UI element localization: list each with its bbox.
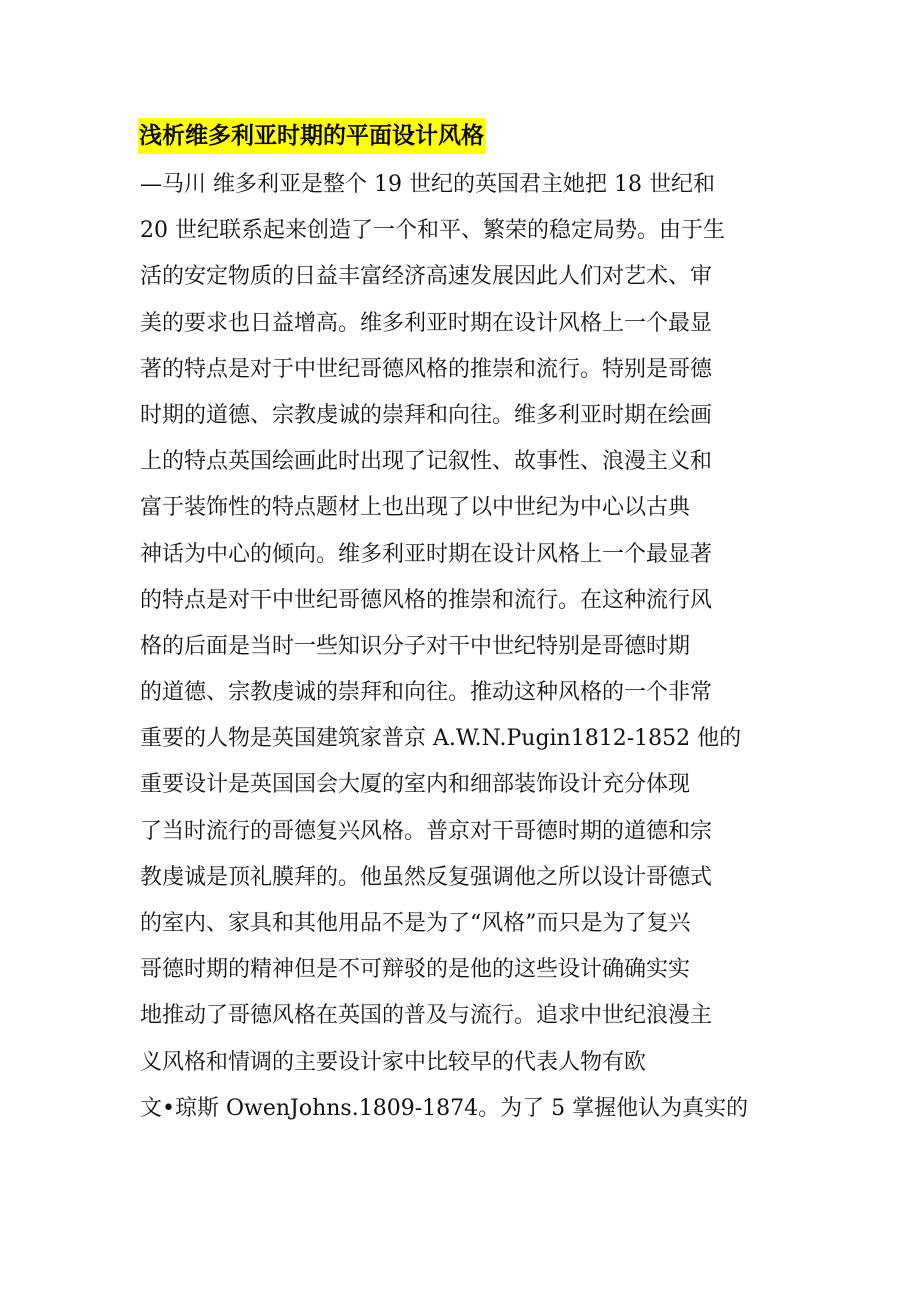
- title-wrapper: [138, 118, 485, 154]
- text-line: 时期的道德、宗教虔诚的崇拜和向往。维多利亚时期在绘画: [140, 402, 713, 428]
- text-line: 格的后面是当时一些知识分子对干中世纪特别是哥德时期: [140, 633, 691, 659]
- document-title: 浅析维多利亚时期的平面设计风格: [138, 118, 485, 154]
- text-line: 美的要求也日益增高。维多利亚时期在设计风格上一个最显: [140, 310, 713, 336]
- text-line: 哥德时期的精神但是不可辩驳的是他的这些设计确确实实: [140, 957, 691, 983]
- text-line: 的道德、宗教虔诚的崇拜和向往。推动这种风格的一个非常: [140, 680, 713, 706]
- text-line: 教虔诚是顶礼膜拜的。他虽然反复强调他之所以设计哥德式: [140, 864, 713, 890]
- text-line: 著的特点是对于中世纪哥德风格的推崇和流行。特别是哥德: [140, 356, 713, 382]
- text-line: 20 世纪联系起来创造了一个和平、繁荣的稳定局势。由于生: [140, 218, 725, 244]
- text-line: 上的特点英国绘画此时出现了记叙性、故事性、浪漫主义和: [140, 449, 713, 475]
- text-line: 重要的人物是英国建筑家普京 A.W.N.Pugin1812-1852 他的: [140, 726, 742, 752]
- body-text: [140, 162, 800, 1132]
- text-line: 活的安定物质的日益丰富经济高速发展因此人们对艺术、审: [140, 264, 713, 290]
- text-line: 文•琼斯 OwenJohns.1809-1874。为了 5 掌握他认为真实的: [140, 1095, 749, 1121]
- text-line: 神话为中心的倾向。维多利亚时期在设计风格上一个最显著: [140, 541, 713, 567]
- text-line: 义风格和情调的主要设计家中比较早的代表人物有欧: [140, 1049, 647, 1075]
- text-line: 富于装饰性的特点题材上也出现了以中世纪为中心以古典: [140, 495, 691, 521]
- text-line: 的室内、家具和其他用品不是为了“风格”而只是为了复兴: [140, 911, 691, 936]
- text-line: 重要设计是英国国会大厦的室内和细部装饰设计充分体现: [140, 772, 691, 798]
- text-line: 了当时流行的哥德复兴风格。普京对干哥德时期的道德和宗: [140, 818, 713, 844]
- text-line: —马川 维多利亚是整个 19 世纪的英国君主她把 18 世纪和: [140, 172, 715, 197]
- text-line: 地推动了哥德风格在英国的普及与流行。追求中世纪浪漫主: [140, 1003, 713, 1029]
- text-line: 的特点是对干中世纪哥德风格的推崇和流行。在这种流行风: [140, 587, 713, 613]
